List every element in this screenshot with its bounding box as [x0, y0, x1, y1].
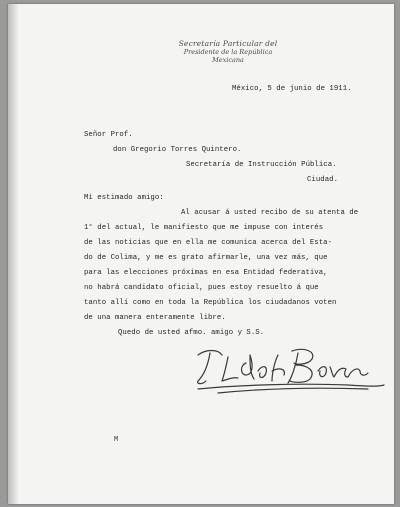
recipient-office: Secretaría de Instrucción Pública.	[186, 161, 337, 169]
body-line-7: tanto allí como en toda la República los ciudadanos voten	[84, 299, 337, 307]
closing: Quedo de usted afmo. amigo y S.S.	[118, 329, 265, 337]
letterhead-line-1: Secretaría Particular del	[178, 39, 278, 48]
greeting: Mi estimado amigo:	[84, 194, 164, 202]
body-line-8: de una manera enteramente libre.	[84, 314, 226, 322]
letter-sheet	[8, 4, 394, 504]
body-line-2: 1° del actual, le manifiesto que me impuse con interés	[84, 224, 324, 232]
body-line-1: Al acusar á usted recibo de su atenta de	[181, 209, 359, 217]
place-date: México, 5 de junio de 1911.	[232, 85, 352, 93]
body-line-5: para las elecciones próximas en esa Entidad federativa,	[84, 269, 328, 277]
letterhead	[158, 40, 298, 64]
body-line-4: do de Colima, y me es grato afirmarle, una vez más, que	[84, 254, 328, 262]
letterhead-line-3: Mexicana	[212, 56, 244, 64]
paper-edge-shadow	[8, 4, 18, 504]
body-line-3: de las noticias que en ella me comunica acerca del Esta-	[84, 239, 333, 247]
recipient-title: Señor Prof.	[84, 131, 133, 139]
recipient-city: Ciudad.	[307, 176, 339, 184]
recipient-name: don Gregorio Torres Quintero.	[113, 146, 242, 154]
body-line-6: no habrá candidato oficial, pues estoy resuelto á que	[84, 284, 319, 292]
handwritten-signature	[188, 341, 388, 399]
footer-mark: M	[114, 436, 119, 444]
letterhead-line-2: Presidente de la República	[183, 48, 273, 56]
